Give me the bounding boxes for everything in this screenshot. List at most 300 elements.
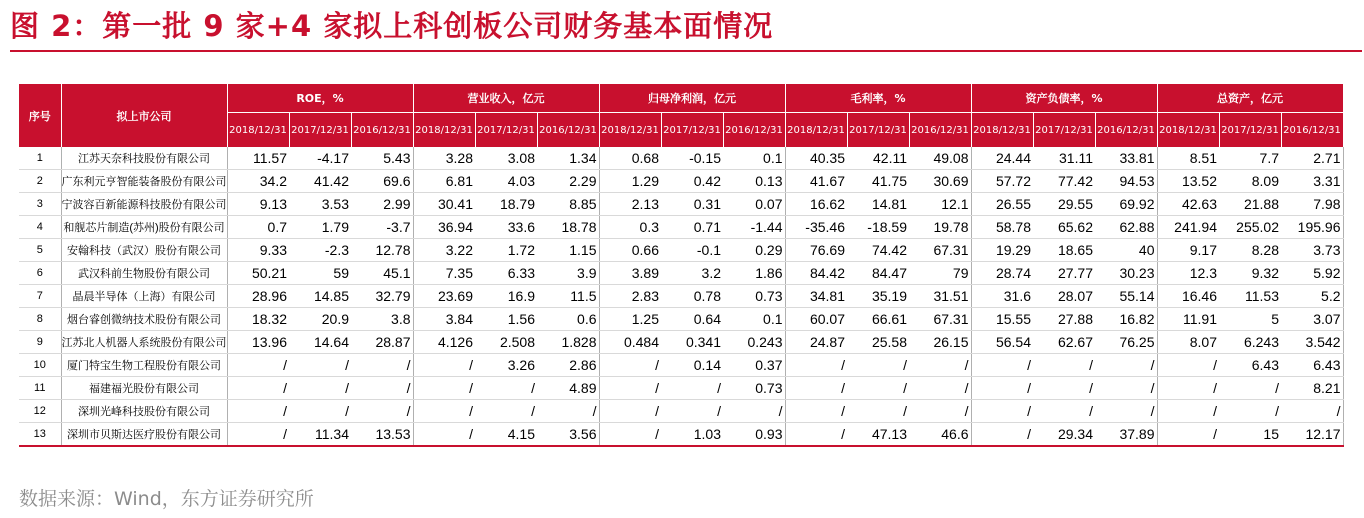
value-cell: / [1095,400,1157,423]
table-row [19,170,1343,193]
value-cell: 1.79 [289,216,351,239]
value-cell: 28.87 [351,331,413,354]
source-note: 数据来源：Wind，东方证券研究所 [19,488,314,510]
value-cell: 46.6 [909,423,971,447]
value-cell: 5.92 [1281,262,1343,285]
value-cell: 6.243 [1219,331,1281,354]
date-header: 2016/12/31 [909,113,971,148]
value-cell: 77.42 [1033,170,1095,193]
value-cell: 195.96 [1281,216,1343,239]
value-cell: 31.11 [1033,147,1095,170]
row-number: 12 [19,400,61,423]
value-cell: 2.508 [475,331,537,354]
value-cell: 16.62 [785,193,847,216]
company-header: 拟上市公司 [61,84,227,147]
value-cell: 0.14 [661,354,723,377]
value-cell: 0.341 [661,331,723,354]
value-cell: -0.15 [661,147,723,170]
value-cell: / [1219,400,1281,423]
value-cell: / [1281,400,1343,423]
value-cell: 30.41 [413,193,475,216]
value-cell: 42.11 [847,147,909,170]
value-cell: 11.91 [1157,308,1219,331]
value-cell: 28.96 [227,285,289,308]
value-cell: 8.51 [1157,147,1219,170]
value-cell: 35.19 [847,285,909,308]
value-cell: 0.66 [599,239,661,262]
value-cell: 94.53 [1095,170,1157,193]
value-cell: 4.126 [413,331,475,354]
value-cell: 26.55 [971,193,1033,216]
value-cell: 40 [1095,239,1157,262]
value-cell: / [1033,400,1095,423]
table-row [19,216,1343,239]
value-cell: 30.23 [1095,262,1157,285]
value-cell: / [1219,377,1281,400]
value-cell: / [289,354,351,377]
value-cell: 3.9 [537,262,599,285]
value-cell: 28.07 [1033,285,1095,308]
value-cell: / [661,377,723,400]
value-cell: / [785,423,847,447]
row-number: 7 [19,285,61,308]
table-row [19,377,1343,400]
value-cell: / [227,423,289,447]
value-cell: / [599,377,661,400]
date-header: 2017/12/31 [847,113,909,148]
value-cell: / [847,354,909,377]
value-cell: 0.31 [661,193,723,216]
value-cell: / [785,400,847,423]
row-number: 3 [19,193,61,216]
value-cell: -0.1 [661,239,723,262]
company-name: 宁波容百新能源科技股份有限公司 [61,193,227,216]
value-cell: 31.6 [971,285,1033,308]
value-cell: 41.75 [847,170,909,193]
value-cell: / [227,400,289,423]
row-number: 13 [19,423,61,447]
figure-title: 图 2：第一批 9 家+4 家拟上科创板公司财务基本面情况 [10,9,774,43]
value-cell: 69.92 [1095,193,1157,216]
value-cell: 27.88 [1033,308,1095,331]
company-name: 厦门特宝生物工程股份有限公司 [61,354,227,377]
value-cell: 0.29 [723,239,785,262]
value-cell: 0.243 [723,331,785,354]
row-number: 6 [19,262,61,285]
value-cell: 0.68 [599,147,661,170]
value-cell: 42.63 [1157,193,1219,216]
value-cell: 36.94 [413,216,475,239]
value-cell: 1.86 [723,262,785,285]
company-name: 江苏天奈科技股份有限公司 [61,147,227,170]
value-cell: 62.88 [1095,216,1157,239]
value-cell: 6.43 [1219,354,1281,377]
value-cell: 76.25 [1095,331,1157,354]
value-cell: 0.7 [227,216,289,239]
value-cell: 0.07 [723,193,785,216]
value-cell: -2.3 [289,239,351,262]
row-number: 9 [19,331,61,354]
value-cell: 12.1 [909,193,971,216]
value-cell: 40.35 [785,147,847,170]
value-cell: 0.13 [723,170,785,193]
date-header: 2018/12/31 [413,113,475,148]
value-cell: 1.828 [537,331,599,354]
value-cell: 47.13 [847,423,909,447]
value-cell: 0.484 [599,331,661,354]
group-header-debt-ratio: 资产负债率，% [971,84,1157,113]
date-header: 2018/12/31 [1157,113,1219,148]
value-cell: / [971,423,1033,447]
value-cell: 13.53 [351,423,413,447]
group-header-row [19,84,1343,113]
value-cell: 0.37 [723,354,785,377]
table-row [19,354,1343,377]
value-cell: 14.81 [847,193,909,216]
seq-header: 序号 [19,84,61,147]
date-header: 2017/12/31 [1033,113,1095,148]
group-header-gross-margin: 毛利率，% [785,84,971,113]
value-cell: 49.08 [909,147,971,170]
date-header: 2016/12/31 [1095,113,1157,148]
table-row [19,285,1343,308]
value-cell: 16.82 [1095,308,1157,331]
company-name: 烟台睿创微纳技术股份有限公司 [61,308,227,331]
company-name: 武汉科前生物股份有限公司 [61,262,227,285]
group-header-net-profit: 归母净利润，亿元 [599,84,785,113]
date-header: 2018/12/31 [599,113,661,148]
value-cell: 7.98 [1281,193,1343,216]
value-cell: 12.78 [351,239,413,262]
group-header-revenue: 营业收入，亿元 [413,84,599,113]
value-cell: 6.33 [475,262,537,285]
value-cell: 1.72 [475,239,537,262]
value-cell: 24.44 [971,147,1033,170]
value-cell: 1.29 [599,170,661,193]
date-header: 2016/12/31 [1281,113,1343,148]
value-cell: 67.31 [909,239,971,262]
value-cell: 41.42 [289,170,351,193]
value-cell: 62.67 [1033,331,1095,354]
value-cell: / [909,377,971,400]
value-cell: / [289,377,351,400]
value-cell: 60.07 [785,308,847,331]
value-cell: 5 [1219,308,1281,331]
table-row [19,193,1343,216]
value-cell: / [599,423,661,447]
value-cell: 59 [289,262,351,285]
value-cell: 12.17 [1281,423,1343,447]
value-cell: -4.17 [289,147,351,170]
value-cell: -3.7 [351,216,413,239]
value-cell: 3.89 [599,262,661,285]
value-cell: 34.2 [227,170,289,193]
value-cell: 6.81 [413,170,475,193]
row-number: 11 [19,377,61,400]
value-cell: / [475,377,537,400]
value-cell: 50.21 [227,262,289,285]
value-cell: 21.88 [1219,193,1281,216]
value-cell: 27.77 [1033,262,1095,285]
value-cell: 0.71 [661,216,723,239]
value-cell: -35.46 [785,216,847,239]
value-cell: 74.42 [847,239,909,262]
value-cell: / [1157,354,1219,377]
table-row [19,423,1343,447]
value-cell: 5.2 [1281,285,1343,308]
value-cell: 15 [1219,423,1281,447]
value-cell: 2.86 [537,354,599,377]
date-header: 2017/12/31 [1219,113,1281,148]
company-name: 和舰芯片制造(苏州)股份有限公司 [61,216,227,239]
value-cell: 67.31 [909,308,971,331]
value-cell: 4.89 [537,377,599,400]
value-cell: 3.31 [1281,170,1343,193]
value-cell: / [599,400,661,423]
value-cell: 7.7 [1219,147,1281,170]
value-cell: 11.53 [1219,285,1281,308]
value-cell: / [351,400,413,423]
company-name: 深圳光峰科技股份有限公司 [61,400,227,423]
value-cell: 1.15 [537,239,599,262]
value-cell: 41.67 [785,170,847,193]
value-cell: 45.1 [351,262,413,285]
value-cell: / [847,377,909,400]
value-cell: 0.93 [723,423,785,447]
value-cell: 30.69 [909,170,971,193]
value-cell: 9.32 [1219,262,1281,285]
value-cell: 37.89 [1095,423,1157,447]
value-cell: 6.43 [1281,354,1343,377]
financials-table [19,84,1344,447]
value-cell: 14.85 [289,285,351,308]
value-cell: 15.55 [971,308,1033,331]
value-cell: / [723,400,785,423]
value-cell: 14.64 [289,331,351,354]
date-header: 2017/12/31 [289,113,351,148]
value-cell: 66.61 [847,308,909,331]
value-cell: 0.73 [723,377,785,400]
table-body [19,147,1343,446]
row-number: 5 [19,239,61,262]
value-cell: 18.65 [1033,239,1095,262]
value-cell: / [475,400,537,423]
value-cell: 0.78 [661,285,723,308]
value-cell: / [1095,377,1157,400]
value-cell: 20.9 [289,308,351,331]
value-cell: 1.25 [599,308,661,331]
value-cell: 84.42 [785,262,847,285]
value-cell: 5.43 [351,147,413,170]
value-cell: 3.73 [1281,239,1343,262]
value-cell: / [413,354,475,377]
value-cell: 8.21 [1281,377,1343,400]
value-cell: 3.08 [475,147,537,170]
value-cell: 0.1 [723,308,785,331]
value-cell: / [1095,354,1157,377]
value-cell: 57.72 [971,170,1033,193]
value-cell: / [599,354,661,377]
value-cell: / [227,377,289,400]
value-cell: 2.99 [351,193,413,216]
value-cell: / [351,354,413,377]
value-cell: 0.6 [537,308,599,331]
value-cell: / [847,400,909,423]
company-name: 晶晨半导体（上海）有限公司 [61,285,227,308]
value-cell: 1.34 [537,147,599,170]
value-cell: 19.29 [971,239,1033,262]
company-name: 江苏北人机器人系统股份有限公司 [61,331,227,354]
value-cell: 18.79 [475,193,537,216]
value-cell: 0.64 [661,308,723,331]
value-cell: / [289,400,351,423]
value-cell: / [785,377,847,400]
value-cell: / [661,400,723,423]
title-underline [10,50,1362,52]
value-cell: 65.62 [1033,216,1095,239]
value-cell: 29.34 [1033,423,1095,447]
company-name: 深圳市贝斯达医疗股份有限公司 [61,423,227,447]
date-header: 2016/12/31 [723,113,785,148]
group-header-total-assets: 总资产，亿元 [1157,84,1343,113]
value-cell: / [785,354,847,377]
value-cell: 16.46 [1157,285,1219,308]
value-cell: 3.53 [289,193,351,216]
value-cell: 0.73 [723,285,785,308]
row-number: 1 [19,147,61,170]
value-cell: 26.15 [909,331,971,354]
value-cell: 32.79 [351,285,413,308]
value-cell: 8.07 [1157,331,1219,354]
value-cell: / [971,400,1033,423]
value-cell: 2.13 [599,193,661,216]
value-cell: / [909,354,971,377]
group-header-roe: ROE，% [227,84,413,113]
table-row [19,308,1343,331]
value-cell: / [537,400,599,423]
value-cell: 31.51 [909,285,971,308]
value-cell: 0.1 [723,147,785,170]
value-cell: 12.3 [1157,262,1219,285]
value-cell: 79 [909,262,971,285]
value-cell: / [971,377,1033,400]
date-header: 2017/12/31 [661,113,723,148]
value-cell: 34.81 [785,285,847,308]
value-cell: 8.09 [1219,170,1281,193]
value-cell: / [227,354,289,377]
value-cell: 2.71 [1281,147,1343,170]
table-row [19,147,1343,170]
table-row [19,331,1343,354]
value-cell: / [909,400,971,423]
value-cell: / [413,400,475,423]
value-cell: 23.69 [413,285,475,308]
date-header: 2017/12/31 [475,113,537,148]
value-cell: 3.8 [351,308,413,331]
value-cell: 9.33 [227,239,289,262]
value-cell: 1.03 [661,423,723,447]
value-cell: 33.6 [475,216,537,239]
value-cell: 56.54 [971,331,1033,354]
value-cell: 1.56 [475,308,537,331]
value-cell: -1.44 [723,216,785,239]
value-cell: 69.6 [351,170,413,193]
value-cell: 13.96 [227,331,289,354]
table-row [19,400,1343,423]
value-cell: 255.02 [1219,216,1281,239]
value-cell: 33.81 [1095,147,1157,170]
value-cell: 4.15 [475,423,537,447]
table-row [19,262,1343,285]
row-number: 8 [19,308,61,331]
value-cell: 3.22 [413,239,475,262]
value-cell: 7.35 [413,262,475,285]
value-cell: 18.32 [227,308,289,331]
value-cell: / [971,354,1033,377]
value-cell: 58.78 [971,216,1033,239]
value-cell: 19.78 [909,216,971,239]
value-cell: 76.69 [785,239,847,262]
value-cell: 29.55 [1033,193,1095,216]
value-cell: 3.542 [1281,331,1343,354]
date-header: 2018/12/31 [971,113,1033,148]
value-cell: 8.85 [537,193,599,216]
value-cell: 2.83 [599,285,661,308]
value-cell: 4.03 [475,170,537,193]
value-cell: / [1157,423,1219,447]
value-cell: 2.29 [537,170,599,193]
date-header: 2018/12/31 [785,113,847,148]
value-cell: 3.28 [413,147,475,170]
value-cell: 18.78 [537,216,599,239]
value-cell: / [1157,377,1219,400]
value-cell: / [1033,354,1095,377]
value-cell: 9.17 [1157,239,1219,262]
value-cell: / [413,377,475,400]
value-cell: 3.07 [1281,308,1343,331]
value-cell: 16.9 [475,285,537,308]
value-cell: 11.57 [227,147,289,170]
value-cell: -18.59 [847,216,909,239]
table-row [19,239,1343,262]
company-name: 广东利元亨智能装备股份有限公司 [61,170,227,193]
row-number: 4 [19,216,61,239]
value-cell: 241.94 [1157,216,1219,239]
value-cell: 24.87 [785,331,847,354]
value-cell: 11.5 [537,285,599,308]
row-number: 10 [19,354,61,377]
value-cell: 9.13 [227,193,289,216]
company-name: 安翰科技（武汉）股份有限公司 [61,239,227,262]
value-cell: 3.2 [661,262,723,285]
value-cell: 3.26 [475,354,537,377]
date-header: 2018/12/31 [227,113,289,148]
value-cell: 0.42 [661,170,723,193]
value-cell: 8.28 [1219,239,1281,262]
company-name: 福建福光股份有限公司 [61,377,227,400]
value-cell: 55.14 [1095,285,1157,308]
date-header: 2016/12/31 [351,113,413,148]
value-cell: 3.56 [537,423,599,447]
value-cell: 13.52 [1157,170,1219,193]
value-cell: / [1157,400,1219,423]
value-cell: 0.3 [599,216,661,239]
value-cell: 11.34 [289,423,351,447]
value-cell: / [413,423,475,447]
value-cell: 28.74 [971,262,1033,285]
value-cell: / [351,377,413,400]
value-cell: 25.58 [847,331,909,354]
